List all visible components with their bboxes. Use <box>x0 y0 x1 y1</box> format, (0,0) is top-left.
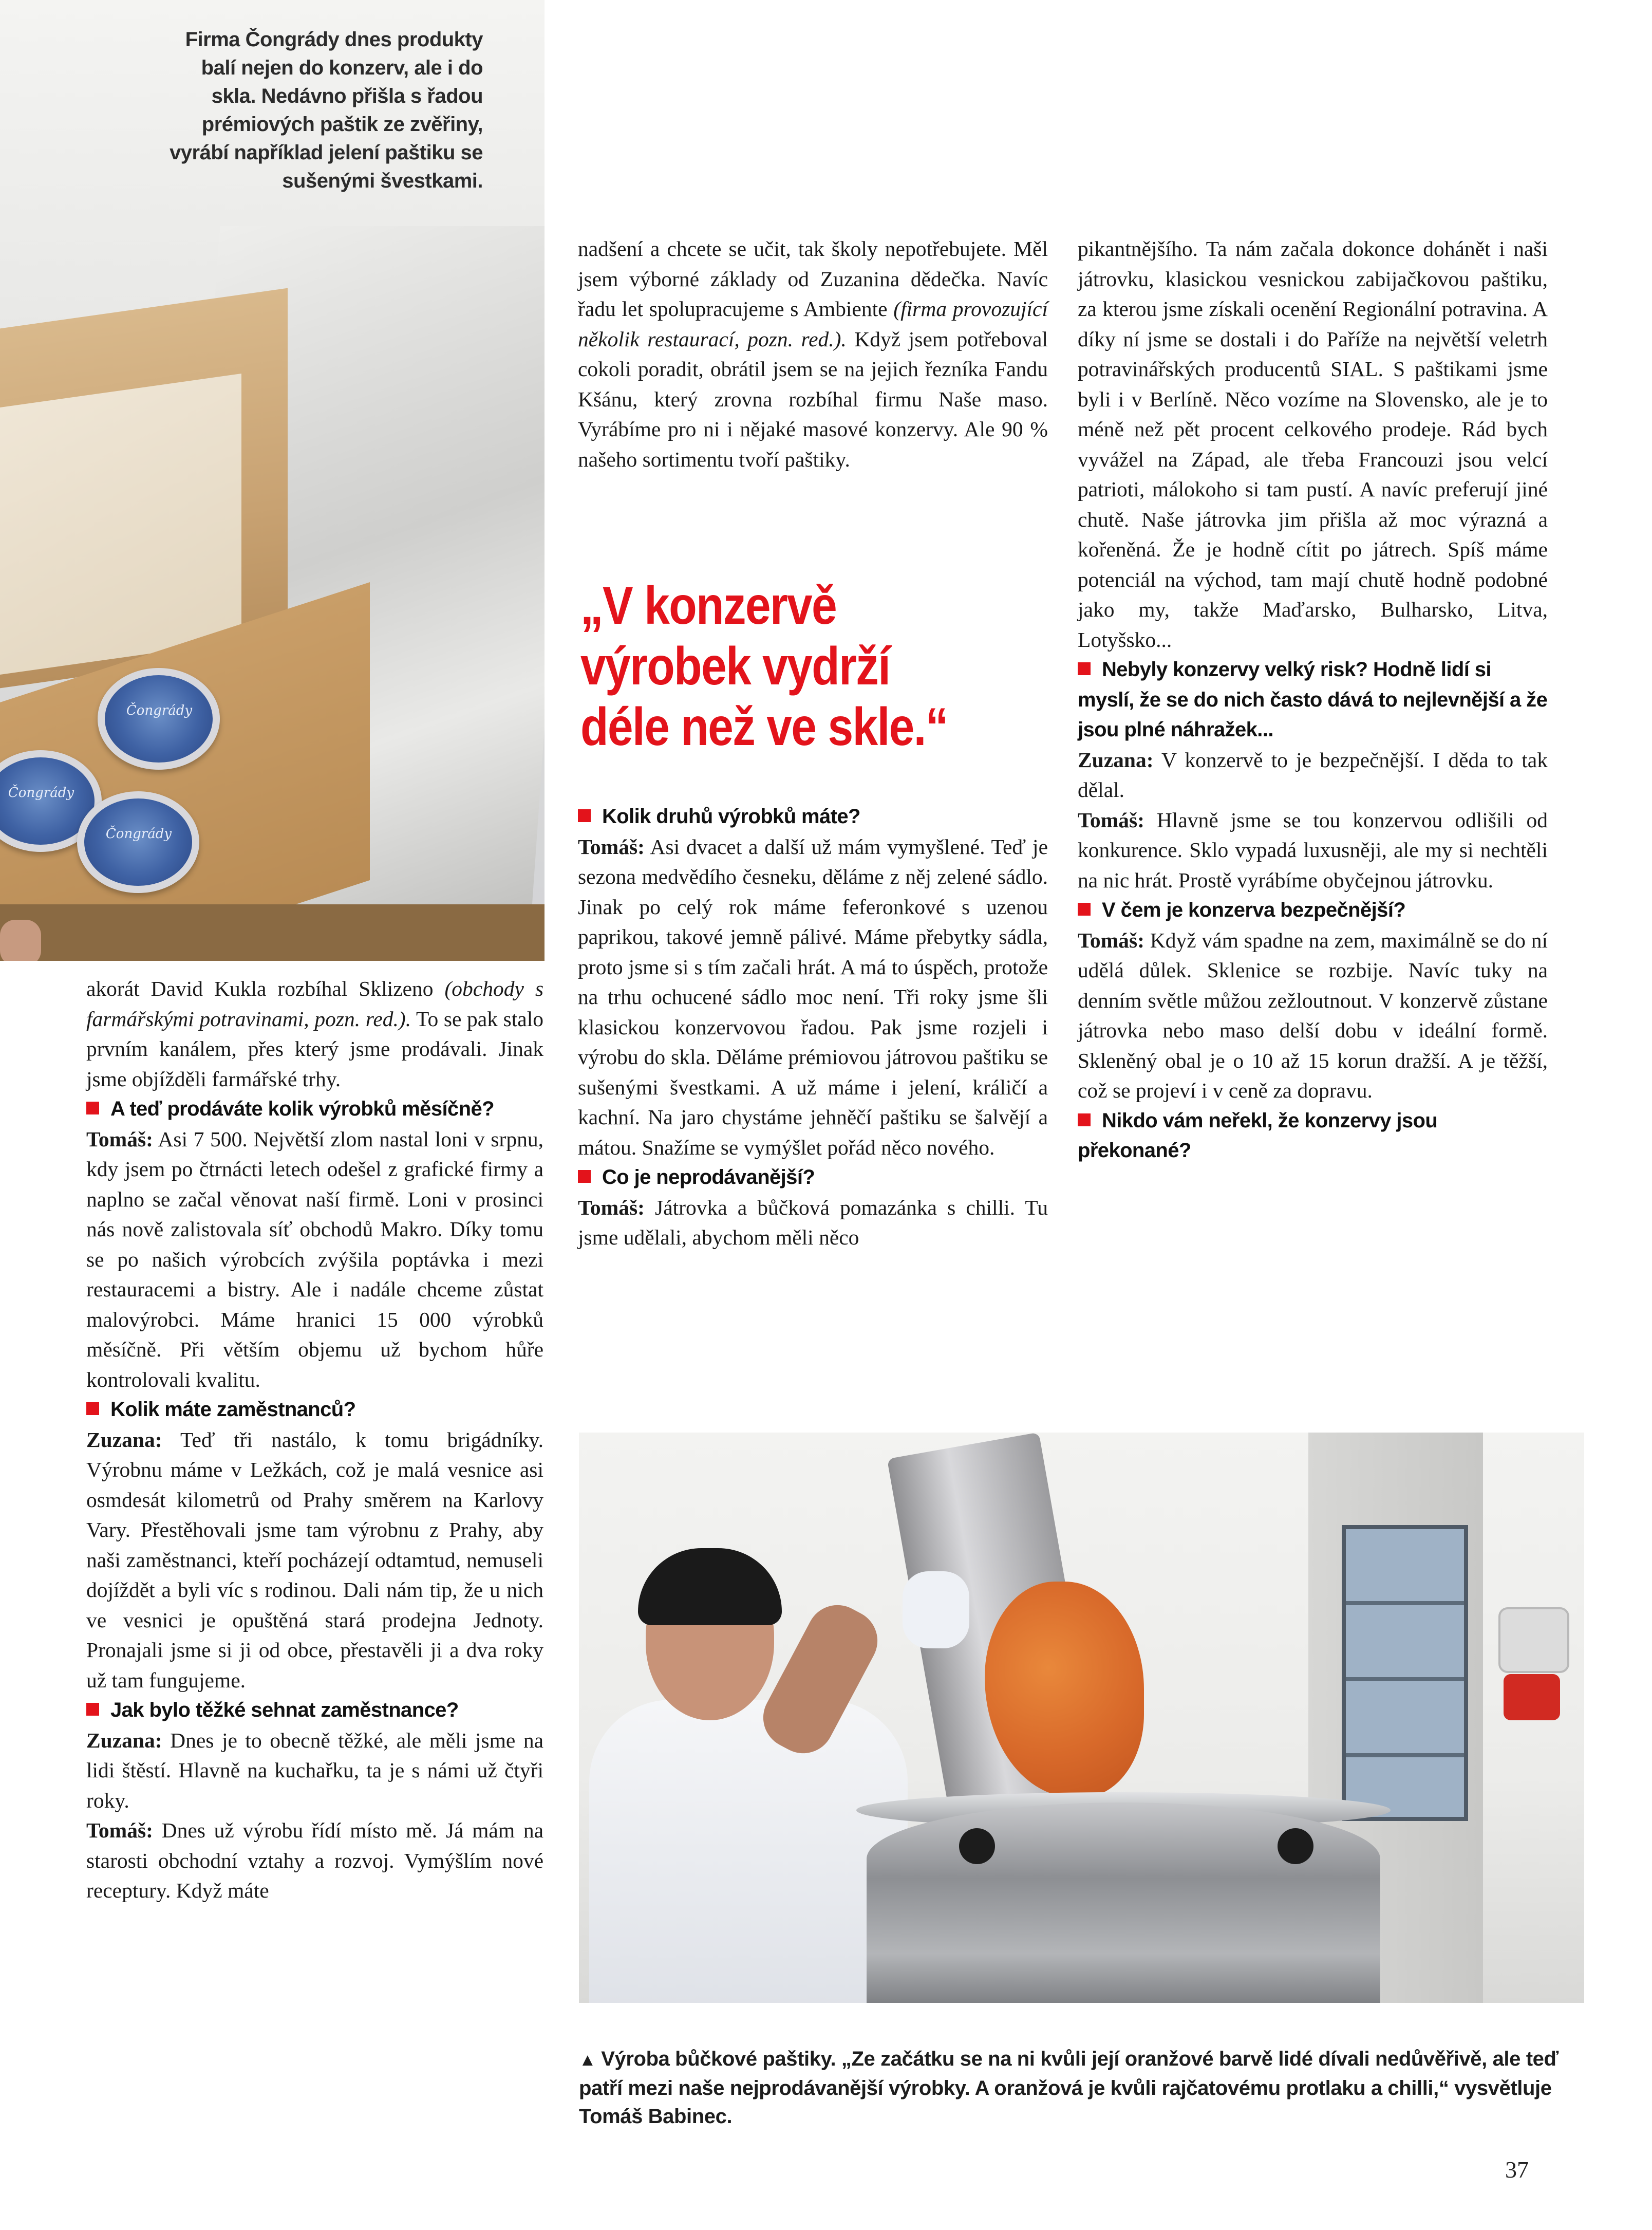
jar-image: Čongrády <box>98 668 220 770</box>
red-square-bullet <box>86 1102 99 1114</box>
paragraph: nadšení a chcete se učit, tak školy nepotřebujete. Měl jsem výborné základy od Zuzanina dědečka. Navíc řadu let spolupracujeme s Ambiente (firma provozující několik restaurací, pozn. red.). Když jsem potřeboval cokoli poradit, obrátil jsem se na jejich řezníka Fandu Kšánu, který zrovna rozbíhal firmu Naše maso. Vyrábíme pro ni i nějaké masové konzervy. Ale 90 % našeho sortimentu tvoří paštiky. <box>578 237 1048 471</box>
answer: Tomáš: Hlavně jsme se tou konzervou odlišili od konkurence. Sklo vypadá luxusněji, ale my si nechtěli na nic hrát. Prostě vyrábíme obyčejnou játrovku. <box>1078 808 1548 892</box>
red-square-bullet <box>578 1170 591 1183</box>
answer: Tomáš: Asi 7 500. Největší zlom nastal loni v srpnu, kdy jsem po čtrnácti letech odešel z grafické firmy a naplno se začal věnovat naší firmě. Loni v prosinci nás nově zalistovala síť obchodů Makro. Díky tomu se po našich výrobcích zvýšila poptávka i mezi restauracemi a bistry. Ale i nadále chceme zůstat malovýrobci. Máme hranici 15 000 výrobků měsíčně. Při větším objemu už bychom hůře kontrolovali kvalitu. <box>86 1127 543 1391</box>
paragraph: akorát David Kukla rozbíhal Sklizeno (obchody s farmářskými potravinami, pozn. red.). To se pak stalo prvním kanálem, přes který jsme prodávali. Jinak jsme objížděli farmářské trhy. <box>86 977 543 1091</box>
answer: Zuzana: Dnes je to obecně těžké, ale měli jsme na lidi štěstí. Hlavně na kuchařku, ta je s námi už čtyři roky. <box>86 1728 543 1812</box>
bottom-photo-worker <box>579 1433 1584 2003</box>
red-square-bullet <box>1078 1113 1091 1126</box>
red-square-bullet <box>578 809 591 822</box>
page-number: 37 <box>1505 2157 1529 2183</box>
triangle-marker-icon: ▲ <box>579 2050 596 2070</box>
answer: Tomáš: Když vám spadne na zem, maximálně se do ní udělá důlek. Sklenice se rozbije. Navíc tuky na denním světle můžou zežloutnout. V konzervě zůstane játrovka nebo maso delší dobu v ideální formě. Skleněný obal je o 10 až 15 korun dražší. A je těžší, což se projeví i v ceně za dopravu. <box>1078 928 1548 1102</box>
interview-question: V čem je konzerva bezpečnější? <box>1078 895 1548 925</box>
bottom-photo-caption: ▲ Výroba bůčkové paštiky. „Ze začátku se na ni kvůli její oranžové barvě lidé dívali nedůvěřivě, ale teď patří mezi naše nejprodávanější výrobky. A oranžová je kvůli rajčatovému protlaku a chilli,“ vysvětluje Tomáš Babinec. <box>579 2048 1559 2128</box>
answer: Zuzana: Teď tři nastálo, k tomu brigádníky. Výrobnu máme v Ležkách, což je malá vesnice asi osmdesát kilometrů od Prahy směrem na Karlovy Vary. Přestěhovali jsme tam výrobnu z Prahy, aby naši zaměstnanci, kteří pocházejí odtamtud, nemuseli dojíždět a byli víc s rodinou. Dali nám tip, že u nich ve vesnici je opuštěná stará prodejna Jednoty. Pronajali jsme si ji od obce, přestavěli ji a dva roky už tam fungujeme. <box>86 1427 543 1692</box>
interview-question: Co je neprodávanější? <box>578 1162 1048 1193</box>
paragraph: pikantnějšího. Ta nám začala dokonce dohánět i naši játrovku, klasickou vesnickou zabijačkovou paštiku, za kterou jsme získali ocenění Regionální potravina. A díky ní jsme se dostali i do Paříže na největší veletrh potravinářských producentů SIAL. S paštikami jsme byli i v Berlíně. Něco vozíme na Slovensko, ale je to méně než pět procent celkového prodeje. Rád bych vyvážel na Západ, ale třeba Francouzi jsou velcí patrioti, málokoho si tam pustí. A navíc preferují jiné chutě. Naše játrovka jim přišla až moc výrazná a kořeněná. Že je hodně cítit po játrech. Spíš máme potenciál na východ, tam mají chutě hodně podobné jako my, takže Maďarsko, Bulharsko, Litva, Lotyšsko... <box>1078 237 1548 652</box>
text-column-2-bottom <box>578 802 1048 1253</box>
answer: Tomáš: Dnes už výrobu řídí místo mě. Já mám na starosti obchodní vztahy a rozvoj. Vymýšlím nové receptury. Když máte <box>86 1818 544 1902</box>
interview-question: Jak bylo těžké sehnat zaměstnance? <box>86 1695 543 1725</box>
text-column-2-top <box>578 234 1048 474</box>
red-square-bullet <box>1078 903 1091 916</box>
interview-question: Kolik máte zaměstnanců? <box>86 1395 543 1425</box>
answer: Tomáš: Asi dvacet a další už mám vymyšlené. Teď je sezona medvědího česneku, děláme z něj zelené sádlo. Jinak po celý rok máme feferonkové s uzenou paprikou, takové jemně pálivé. Máme přebytky sádla, proto jsme si s tím začali hrát. A má to úspěch, protože na trhu ochucené sádlo moc není. Tři roky jsme šli klasickou konzervovou řadou. Pak jsme rozjeli i výrobu do skla. Děláme prémiovou játrovou paštiku se sušenými švestkami. A už máme i jelení, králičí a kachní. Na jaro chystáme jehněčí paštiku se šalvějí a mátou. Snažíme se vymýšlet pořád něco nového. <box>578 834 1048 1159</box>
answer: Tomáš: Játrovka a bůčková pomazánka s chilli. Tu jsme udělali, abychom měli něco <box>578 1195 1048 1249</box>
red-square-bullet <box>86 1402 99 1415</box>
interview-question: Nebyly konzervy velký risk? Hodně lidí si myslí, že se do nich často dává to nejlevnější a že jsou plné náhražek... <box>1078 658 1548 741</box>
jar-image: Čongrády <box>0 750 102 852</box>
red-square-bullet <box>86 1703 99 1716</box>
interview-question: A teď prodáváte kolik výrobků měsíčně? <box>86 1094 543 1124</box>
answer: Zuzana: V konzervě to je bezpečnější. I děda to tak dělal. <box>1078 748 1548 802</box>
interview-question: Nikdo vám neřekl, že konzervy jsou překonané? <box>1078 1109 1438 1162</box>
top-photo-caption: Firma Čongrády dnes produkty balí nejen do konzerv, ale i do skla. Nedávno přišla s řadou prémiových paštik ze zvěřiny, vyrábí například jelení paštiku se sušenými švestkami. <box>170 28 483 192</box>
interview-question: Kolik druhů výrobků máte? <box>578 802 1048 832</box>
jar-image: Čongrády <box>77 791 199 893</box>
red-square-bullet <box>1078 662 1091 675</box>
text-column-3 <box>1078 234 1548 1166</box>
text-column-1 <box>86 974 543 1906</box>
pull-quote: „V konzervě výrobek vydrží déle než ve skle.“ <box>580 576 948 757</box>
